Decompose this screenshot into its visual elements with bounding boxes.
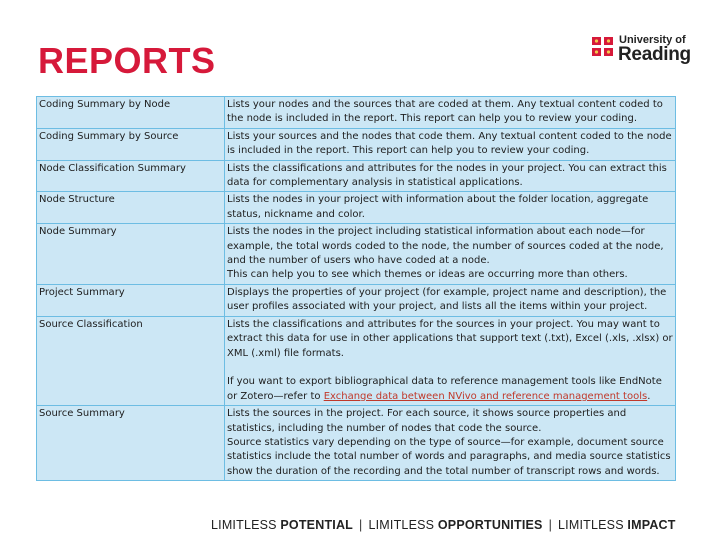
export-note-text: If you want to export bibliographical data to reference management tools like EndNote or Zotero—refer to: [227, 376, 662, 402]
report-description: This can help you to see which themes or ideas are occurring more than others.: [227, 269, 628, 281]
report-description: Source statistics vary depending on the type of source—for example, document source statistics include the total number of words and paragraphs, and media source statistics show the duration of the recording and the total number of transcript rows and words.: [227, 436, 671, 477]
report-name: Coding Summary by Source: [39, 130, 179, 142]
report-description: Lists the classifications and attributes for the nodes in your project. You can extract this data for complementary analysis in statistical applications.: [227, 162, 667, 189]
crest-icon: [592, 37, 613, 56]
report-description-cell: [225, 192, 676, 224]
footer-potential: LIMITLESS POTENTIAL: [211, 518, 354, 532]
report-name: Source Classification: [39, 318, 143, 330]
report-name: Node Structure: [39, 194, 115, 206]
report-name: Node Classification Summary: [39, 162, 186, 174]
report-name-cell: [37, 97, 225, 129]
table-row: [37, 406, 676, 481]
table-row: [37, 192, 676, 224]
report-name: Node Summary: [39, 226, 117, 238]
reports-table: [36, 96, 676, 481]
university-logo: [592, 34, 692, 68]
report-description-cell: [225, 128, 676, 160]
footer-separator: |: [359, 518, 363, 532]
report-description-cell: [225, 406, 676, 481]
report-description-cell: [225, 97, 676, 129]
export-note-end: .: [647, 390, 651, 402]
footer-impact: LIMITLESS IMPACT: [558, 518, 676, 532]
report-description: Lists the nodes in the project including statistical information about each node—for example, the total words coded to the node, the number of sources coded at the node, and the number of users who have coded at a node.: [227, 226, 664, 267]
table-row: [37, 97, 676, 129]
logo-line2: Reading: [618, 44, 691, 65]
report-name-cell: [37, 316, 225, 405]
report-name-cell: [37, 406, 225, 481]
report-description-cell: [225, 160, 676, 192]
reference-tools-link[interactable]: Exchange data between NVivo and reference management tools: [323, 390, 648, 402]
table-row: [37, 224, 676, 285]
report-description: Lists the sources in the project. For each source, it shows source properties and statistics, including the number of nodes that code the source.: [227, 408, 627, 434]
report-description: Lists the classifications and attributes for the sources in your project. You may want to extract this data for use in other applications that support text (.txt), Excel (.xls, .xlsx) or XML (.xml) file formats.: [227, 318, 673, 359]
report-description-cell: [225, 224, 676, 285]
report-description: Lists the nodes in your project with information about the folder location, aggregate status, nickname and color.: [227, 194, 649, 220]
report-description: Lists your sources and the nodes that code them. Any textual content coded to the node is included in the report. This report can help you to review your coding.: [227, 130, 672, 157]
report-name-cell: [37, 284, 225, 316]
report-description: Displays the properties of your project (for example, project name and description), the user profiles associated with your project, and lists all the items within your project.: [227, 286, 667, 313]
export-note: [227, 375, 673, 404]
spacer: [227, 361, 673, 375]
report-description-cell: [225, 316, 676, 405]
logo-line1: University of: [619, 34, 686, 46]
table-row: [37, 128, 676, 160]
footer-opportunities: LIMITLESS OPPORTUNITIES: [368, 518, 543, 532]
report-name: Source Summary: [39, 408, 125, 420]
table-row: [37, 284, 676, 316]
table-row: [37, 316, 676, 405]
report-description: Lists your nodes and the sources that are coded at them. Any textual content coded to the node is included in the report. This report can help you to review your coding.: [227, 99, 663, 125]
report-name: Coding Summary by Node: [39, 99, 171, 110]
table-row: [37, 160, 676, 192]
footer-tagline: [211, 518, 676, 532]
report-name: Project Summary: [39, 286, 125, 298]
report-description-cell: [225, 284, 676, 316]
page-title: REPORTS: [38, 40, 216, 81]
report-name-cell: [37, 160, 225, 192]
report-name-cell: [37, 192, 225, 224]
report-name-cell: [37, 128, 225, 160]
report-name-cell: [37, 224, 225, 285]
footer-separator: |: [548, 518, 553, 532]
